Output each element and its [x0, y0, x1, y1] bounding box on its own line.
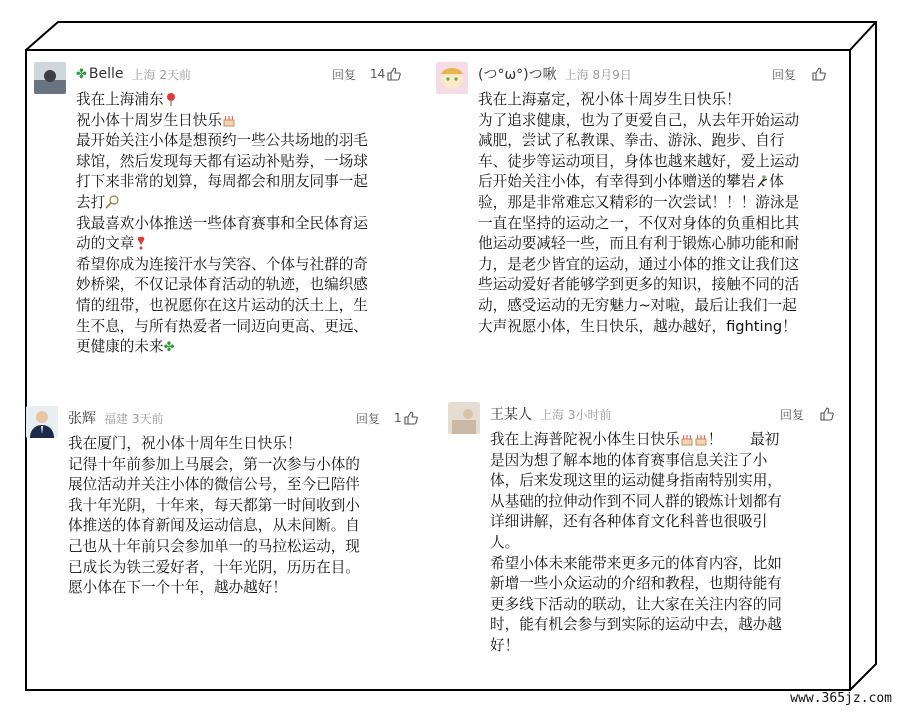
comment-body	[68, 434, 360, 599]
avatar[interactable]	[26, 406, 58, 438]
badminton-icon	[105, 195, 119, 209]
user-name[interactable]: 张辉	[68, 411, 96, 427]
comment-line: 希望小体未来能带来更多元的体育内容，比如	[490, 554, 782, 572]
comment-line: 我在厦门，祝小体十周年生日快乐！	[68, 435, 302, 452]
comment-line: 已成长为铁三爱好者，十年光阴，历历在目。	[68, 558, 360, 576]
cake-icon	[222, 113, 236, 127]
comment-line: 新增一些小众运动的介绍和教程，也期待能有	[490, 575, 782, 593]
comment-line: 己也从十年前只会参加单一的马拉松运动，现	[68, 537, 360, 555]
comment-line: 减肥，尝试了私教课、拳击、游泳、跑步、自行	[478, 132, 785, 150]
comment-actions	[356, 408, 418, 428]
comment-meta	[490, 404, 611, 424]
reply-button[interactable]: 回复	[332, 67, 357, 82]
comment-body	[490, 430, 782, 657]
comment-line: 体推送的体育新闻及运动信息，从未间断。自	[68, 517, 360, 535]
comment-actions	[332, 64, 401, 84]
clover-icon: ✤	[163, 340, 175, 356]
heart-exclamation-icon	[134, 236, 148, 250]
comment-meta	[68, 408, 163, 428]
climber-icon	[755, 174, 769, 188]
comment-line: 希望你成为连接汗水与笑容、个体与社群的奇	[76, 255, 368, 273]
location-time: 上海 2天前	[131, 67, 191, 82]
reply-button[interactable]: 回复	[772, 67, 797, 82]
comment-line: 详细讲解，还有各种体育文化科普也很吸引	[490, 513, 768, 531]
comment-line: 去打	[76, 193, 106, 211]
comment-line: 最开始关注小体是想预约一些公共场地的羽毛	[76, 132, 368, 150]
comment-line: 动的文章	[76, 235, 135, 253]
user-name[interactable]: 王某人	[490, 407, 532, 423]
comment-line: 妙桥梁，不仅记录体育活动的轨迹，也编织感	[76, 276, 368, 294]
comment-actions	[780, 404, 834, 424]
comment-line: 更多线下活动的联动，让大家在关注内容的同	[490, 595, 782, 613]
comment-line: 一直在坚持的运动之一，不仅对身体的负重相比其	[478, 214, 800, 232]
comment-line: 车、徒步等运动项目，身体也越来越好，爱上运动	[478, 152, 800, 170]
cake-icon	[680, 432, 694, 446]
comment-body	[478, 90, 799, 337]
reply-button[interactable]: 回复	[780, 407, 805, 422]
like-count: 14	[370, 67, 386, 81]
comment-belle	[34, 62, 414, 392]
user-name[interactable]: (つ°ω°)つ啾	[478, 67, 557, 83]
comment-line: 从基础的拉伸动作到不同人群的锻炼计划都有	[490, 492, 782, 510]
comment-line: 情的纽带，也祝愿你在这片运动的沃土上，生	[76, 296, 368, 314]
like-count: 1	[394, 411, 402, 425]
location-time: 上海 8月9日	[564, 67, 632, 82]
comment-line: 人。	[490, 533, 520, 551]
comment-line: 我在上海普陀祝小体生日快乐	[490, 431, 680, 448]
pin-icon	[164, 92, 178, 106]
clover-icon: ✤	[76, 66, 87, 82]
reply-button[interactable]: 回复	[356, 411, 381, 426]
comment-line: 为了追求健康，也为了更爱自己，从去年开始运动	[478, 111, 800, 129]
comment-line: 祝小体十周岁生日快乐	[76, 111, 222, 129]
thumbs-up-icon[interactable]	[404, 411, 418, 425]
comment-line: 力，是老少皆宜的运动，通过小体的推文让我们这	[478, 255, 800, 273]
location-time: 福建 3天前	[104, 411, 164, 426]
comment-line: 更健康的未来	[76, 338, 164, 356]
comment-line: 好！	[490, 636, 520, 654]
comment-line: 他运动要减轻一些，而且有利于锻炼心肺功能和耐	[478, 235, 800, 253]
comment-line: 验，那是非常难忘又精彩的一次尝试！！！游泳是	[478, 193, 800, 211]
comment-tsu-chu	[436, 62, 836, 362]
watermark: www.365jz.com	[790, 691, 892, 706]
avatar[interactable]	[448, 402, 480, 434]
comment-line: 愿小体在下一个十年，越办越好！	[68, 579, 287, 597]
comment-line: 是因为想了解本地的体育赛事信息关注了小	[490, 451, 768, 469]
thumbs-up-icon[interactable]	[820, 407, 834, 421]
comment-line: 球馆，然后发现每天都有运动补贴券，一场球	[76, 152, 368, 170]
comment-line: 些运动爱好者能够学到更多的知识，接触不同的活	[478, 276, 800, 294]
comment-line: 我在上海嘉定，祝小体十周岁生日快乐！	[478, 91, 741, 108]
location-time: 上海 3小时前	[540, 407, 612, 422]
comment-meta	[478, 64, 632, 84]
avatar[interactable]	[34, 62, 66, 94]
user-name[interactable]: Belle	[88, 66, 124, 82]
comment-line: 后开始关注小体，有幸得到小体赠送的攀岩	[478, 173, 756, 191]
thumbs-up-icon[interactable]	[387, 67, 401, 81]
comment-zhang-hui	[26, 406, 426, 636]
comment-line: 我十年光阴，十年来，每天都第一时间收到小	[68, 496, 360, 514]
comment-actions	[772, 64, 826, 84]
comment-line: 我最喜欢小体推送一些体育赛事和全民体育运	[76, 214, 368, 232]
comment-line: 大声祝愿小体，生日快乐，越办越好，fighting！	[478, 317, 797, 335]
avatar[interactable]	[436, 62, 468, 94]
comment-line: 我在上海浦东	[76, 91, 164, 108]
comment-line: 打下来非常的划算，每周都会和朋友同事一起	[76, 173, 368, 191]
comment-line: 记得十年前参加上马展会，第一次参与小体的	[68, 455, 360, 473]
comment-wang	[448, 402, 840, 692]
comment-line-tail: 体	[769, 173, 784, 191]
thumbs-up-icon[interactable]	[812, 67, 826, 81]
comment-line: 时，能有机会参与到实际的运动中去，越办越	[490, 616, 782, 634]
comment-body	[76, 90, 368, 359]
comment-line-tail: ！ 最初	[707, 431, 780, 448]
comment-meta	[76, 64, 191, 84]
comment-line: 动，感受运动的无穷魅力~对啦，最后让我们一起	[478, 296, 797, 314]
comment-line: 体，后来发现这里的运动健身指南特别实用，	[490, 472, 782, 490]
cake-icon	[694, 432, 708, 446]
comment-line: 展位活动并关注小体的微信公号，至今已陪伴	[68, 476, 360, 494]
comment-line: 生不息，与所有热爱者一同迈向更高、更远、	[76, 317, 368, 335]
